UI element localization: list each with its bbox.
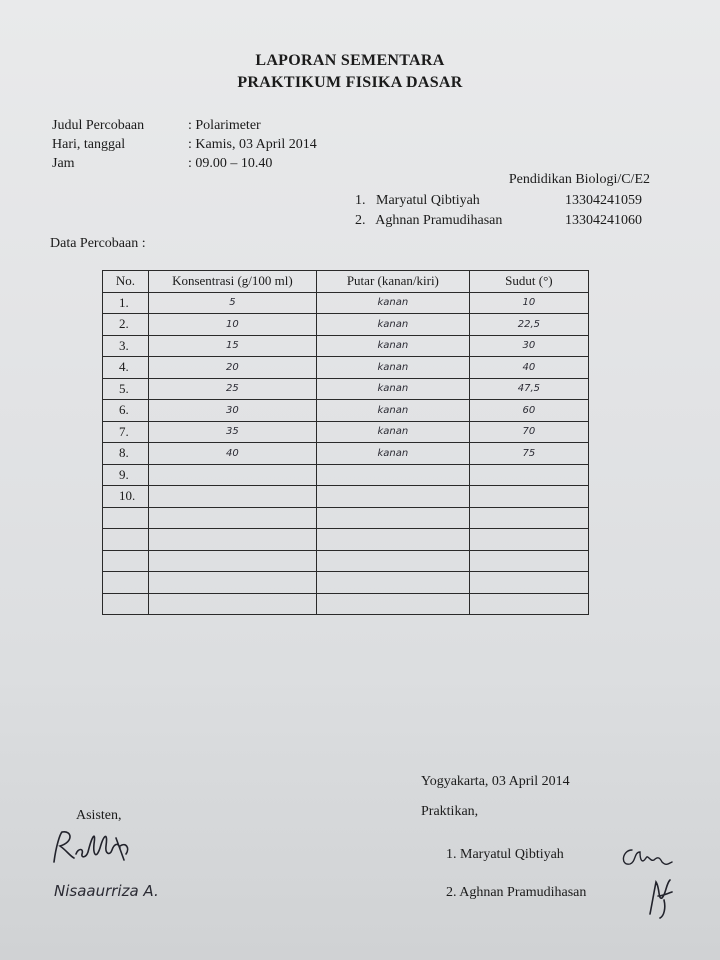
cell-putar	[316, 507, 469, 529]
cell-konsentrasi: 25	[148, 378, 316, 400]
cell-putar: kanan	[316, 443, 469, 465]
member-no: 2.	[355, 213, 366, 228]
signer-1: 1. Maryatul Qibtiyah	[446, 847, 564, 862]
report-title: LAPORAN SEMENTARA	[255, 52, 445, 69]
cell-konsentrasi: 5	[148, 292, 316, 314]
cell-konsentrasi: 35	[148, 421, 316, 443]
cell-putar	[316, 529, 469, 551]
cell-no: 9.	[103, 464, 149, 486]
table-row	[103, 529, 589, 551]
cell-sudut: 40	[469, 357, 588, 379]
cell-sudut: 60	[469, 400, 588, 422]
cell-sudut: 70	[469, 421, 588, 443]
cell-sudut	[469, 593, 588, 615]
table-row	[103, 357, 589, 379]
table-body	[103, 292, 589, 615]
signer-1-signature	[618, 842, 678, 872]
cell-sudut	[469, 464, 588, 486]
cell-putar	[316, 486, 469, 508]
class-name: Pendidikan Biologi/C/E2	[508, 172, 650, 187]
cell-sudut: 75	[469, 443, 588, 465]
table-row	[103, 400, 589, 422]
table-row	[103, 464, 589, 486]
cell-putar	[316, 572, 469, 594]
member-1-nim: 13304241059	[565, 193, 642, 208]
member-name: Aghnan Pramudihasan	[375, 213, 503, 228]
data-section-title: Data Percobaan :	[50, 236, 146, 251]
place-date: Yogyakarta, 03 April 2014	[421, 774, 570, 789]
header-sudut: Sudut (°)	[469, 271, 588, 293]
cell-sudut: 30	[469, 335, 588, 357]
cell-konsentrasi: 40	[148, 443, 316, 465]
cell-konsentrasi: 30	[148, 400, 316, 422]
cell-sudut: 22,5	[469, 314, 588, 336]
cell-sudut: 10	[469, 292, 588, 314]
cell-putar: kanan	[316, 335, 469, 357]
cell-putar: kanan	[316, 314, 469, 336]
report-subtitle: PRAKTIKUM FISIKA DASAR	[237, 74, 463, 91]
cell-konsentrasi	[148, 529, 316, 551]
member-no: 1.	[355, 193, 366, 208]
cell-konsentrasi	[148, 464, 316, 486]
cell-putar: kanan	[316, 292, 469, 314]
cell-putar: kanan	[316, 400, 469, 422]
signer-2: 2. Aghnan Pramudihasan	[446, 885, 587, 900]
cell-no	[103, 550, 149, 572]
member-2-nim: 13304241060	[565, 213, 642, 228]
table-row	[103, 486, 589, 508]
cell-putar: kanan	[316, 421, 469, 443]
table-row	[103, 550, 589, 572]
cell-konsentrasi	[148, 593, 316, 615]
hari-value: : Kamis, 03 April 2014	[188, 137, 317, 152]
table-header-row	[103, 271, 589, 293]
cell-konsentrasi: 10	[148, 314, 316, 336]
cell-putar: kanan	[316, 357, 469, 379]
cell-konsentrasi: 15	[148, 335, 316, 357]
cell-no: 1.	[103, 292, 149, 314]
cell-no	[103, 593, 149, 615]
cell-putar	[316, 593, 469, 615]
data-table	[102, 270, 589, 615]
jam-value: : 09.00 – 10.40	[188, 156, 273, 171]
cell-putar	[316, 464, 469, 486]
cell-putar: kanan	[316, 378, 469, 400]
cell-sudut	[469, 486, 588, 508]
member-1	[355, 193, 480, 209]
cell-no: 5.	[103, 378, 149, 400]
praktikan-label: Praktikan,	[421, 804, 479, 819]
cell-no	[103, 507, 149, 529]
member-2	[355, 213, 502, 229]
cell-konsentrasi	[148, 486, 316, 508]
cell-no	[103, 572, 149, 594]
table-row	[103, 421, 589, 443]
judul-value: : Polarimeter	[188, 118, 261, 133]
table-row	[103, 292, 589, 314]
table-row	[103, 378, 589, 400]
cell-konsentrasi	[148, 572, 316, 594]
header-putar: Putar (kanan/kiri)	[316, 271, 469, 293]
table-row	[103, 314, 589, 336]
cell-putar	[316, 550, 469, 572]
cell-no: 2.	[103, 314, 149, 336]
member-name: Maryatul Qibtiyah	[376, 193, 480, 208]
header-no: No.	[103, 271, 149, 293]
table-row	[103, 443, 589, 465]
cell-sudut	[469, 550, 588, 572]
table-row	[103, 335, 589, 357]
judul-label: Judul Percobaan	[52, 118, 145, 133]
asisten-signature	[48, 824, 138, 870]
cell-no: 7.	[103, 421, 149, 443]
cell-sudut	[469, 572, 588, 594]
cell-konsentrasi: 20	[148, 357, 316, 379]
cell-no: 10.	[103, 486, 149, 508]
asisten-name: Nisaaurriza A.	[54, 882, 159, 900]
cell-no: 3.	[103, 335, 149, 357]
cell-no	[103, 529, 149, 551]
table-row	[103, 507, 589, 529]
hari-label: Hari, tanggal	[52, 137, 126, 152]
cell-no: 6.	[103, 400, 149, 422]
cell-sudut	[469, 507, 588, 529]
cell-konsentrasi	[148, 550, 316, 572]
cell-no: 8.	[103, 443, 149, 465]
cell-konsentrasi	[148, 507, 316, 529]
cell-no: 4.	[103, 357, 149, 379]
cell-sudut: 47,5	[469, 378, 588, 400]
cell-sudut	[469, 529, 588, 551]
asisten-label: Asisten,	[76, 808, 122, 823]
signer-2-signature	[640, 874, 680, 922]
jam-label: Jam	[52, 156, 75, 171]
header-konsentrasi: Konsentrasi (g/100 ml)	[148, 271, 316, 293]
table-row	[103, 572, 589, 594]
table-row	[103, 593, 589, 615]
